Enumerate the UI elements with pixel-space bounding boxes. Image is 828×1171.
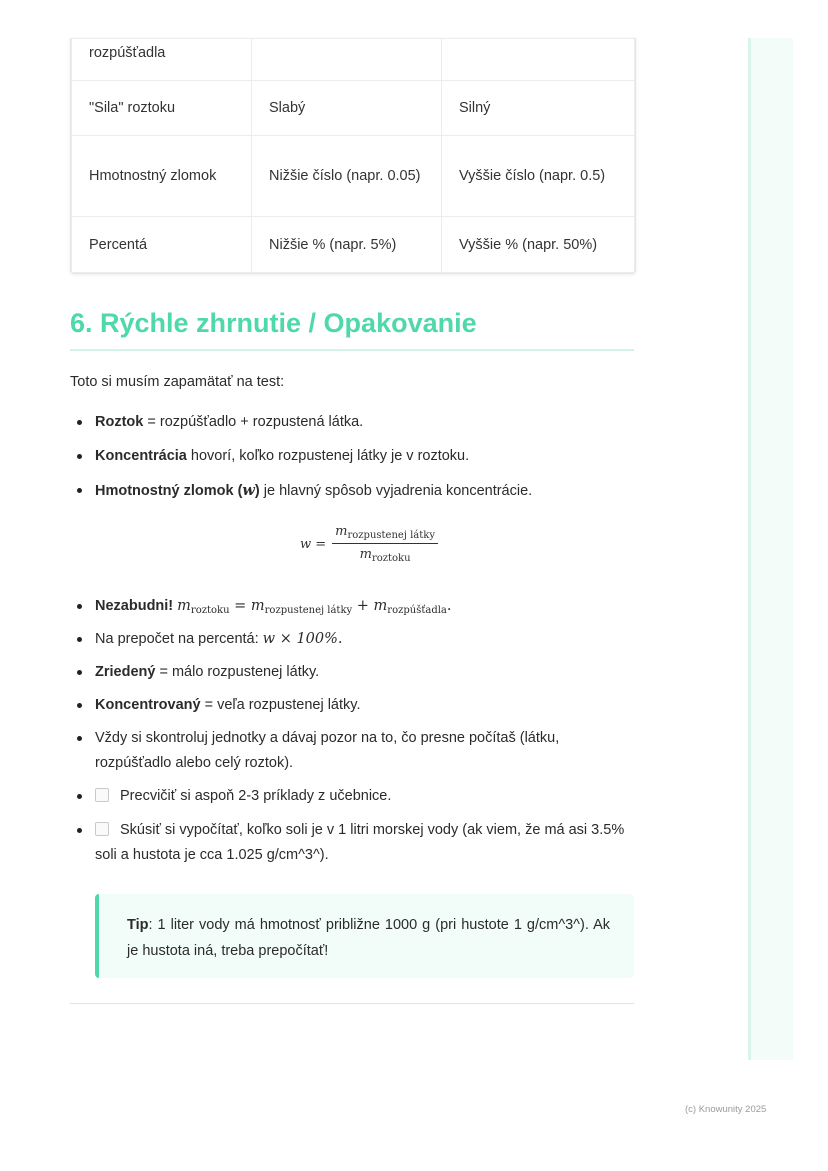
term-bold: Roztok bbox=[95, 414, 144, 430]
todo-item bbox=[70, 784, 636, 818]
item-text: = rozpúšťadlo + rozpustená látka. bbox=[143, 414, 364, 430]
list-item bbox=[70, 410, 636, 444]
tip-text: : 1 liter vody má hmotnosť približne 1000 g (pri hustote 1 g/cm^3^). Ak je hustota iná, treba prepočítať! bbox=[127, 917, 610, 959]
formula-denominator bbox=[360, 544, 411, 564]
math-expression: w × 100%. bbox=[262, 631, 343, 647]
summary-list bbox=[70, 410, 636, 870]
formula-numerator bbox=[332, 524, 438, 544]
table-cell: Silný bbox=[442, 81, 635, 136]
item-text: Precvičiť si aspoň 2-3 príklady z učebnice. bbox=[120, 788, 392, 804]
task-checkbox[interactable] bbox=[95, 788, 109, 802]
table-cell: Vyššie číslo (napr. 0.5) bbox=[442, 136, 635, 217]
item-text: Vždy si skontroluj jednotky a dávaj pozor na to, čo presne počítaš (látku, rozpúšťadlo alebo celý roztok). bbox=[95, 730, 560, 771]
intro-text: Toto si musím zapamätať na test: bbox=[70, 374, 285, 390]
list-item bbox=[70, 693, 636, 726]
table-cell: "Sila" roztoku bbox=[72, 81, 252, 136]
tip-callout bbox=[95, 894, 634, 978]
math-subscript: rozpúšťadla bbox=[387, 605, 447, 616]
math-period: . bbox=[446, 598, 452, 614]
list-item bbox=[70, 726, 636, 784]
table-cell: Vyššie % (napr. 50%) bbox=[442, 217, 635, 273]
item-text: Na prepočet na percentá: bbox=[95, 631, 263, 647]
table-cell: rozpúšťadla bbox=[72, 39, 252, 81]
table-row bbox=[72, 39, 635, 81]
todo-item bbox=[70, 818, 636, 870]
table-cell: Nižšie % (napr. 5%) bbox=[252, 217, 442, 273]
math-m: m bbox=[373, 598, 388, 614]
item-text: Skúsiť si vypočítať, koľko soli je v 1 litri morskej vody (ak viem, že má asi 3.5% soli a hustota je cca 1.025 g/cm^3^). bbox=[95, 822, 625, 863]
list-item bbox=[70, 594, 636, 627]
item-text: hovorí, koľko rozpustenej látky je v roztoku. bbox=[186, 448, 470, 464]
table-cell bbox=[442, 39, 635, 81]
list-item bbox=[70, 660, 636, 693]
math-subscript: rozpustenej látky bbox=[347, 530, 435, 541]
math-m: m bbox=[177, 598, 191, 614]
page-side-strip bbox=[748, 38, 793, 1060]
term-bold: Hmotnostný zlomok ( bbox=[95, 483, 243, 499]
math-subscript: rozpustenej látky bbox=[264, 605, 353, 616]
term-bold: Zriedený bbox=[95, 664, 156, 680]
table-cell: Slabý bbox=[252, 81, 442, 136]
math-variable: w bbox=[242, 482, 255, 499]
math-m: m bbox=[250, 598, 265, 614]
table-cell: Hmotnostný zlomok bbox=[72, 136, 252, 217]
math-m: m bbox=[359, 547, 372, 562]
table-cell: Nižšie číslo (napr. 0.05) bbox=[252, 136, 442, 217]
list-item bbox=[70, 627, 636, 660]
math-expression bbox=[177, 598, 451, 614]
mass-fraction-formula bbox=[70, 512, 636, 594]
table-cell bbox=[252, 39, 442, 81]
term-bold: Koncentrovaný bbox=[95, 697, 201, 713]
math-operator: + bbox=[352, 598, 374, 614]
item-text: je hlavný spôsob vyjadrenia koncentrácie. bbox=[259, 483, 533, 499]
table-cell: Percentá bbox=[72, 217, 252, 273]
tip-label: Tip bbox=[127, 917, 149, 933]
list-item bbox=[70, 478, 636, 512]
table-row bbox=[72, 81, 635, 136]
math-m: m bbox=[335, 524, 348, 539]
item-text: = veľa rozpustenej látky. bbox=[200, 697, 361, 713]
copyright-footer: (c) Knowunity 2025 bbox=[685, 1104, 767, 1115]
table-row bbox=[72, 217, 635, 273]
formula-lhs: w = bbox=[300, 536, 327, 552]
table-row bbox=[72, 136, 635, 217]
term-bold: Koncentrácia bbox=[95, 448, 187, 464]
term-bold-end: ) bbox=[254, 483, 260, 499]
list-item bbox=[70, 444, 636, 478]
section-heading: 6. Rýchle zhrnutie / Opakovanie bbox=[70, 303, 634, 351]
math-operator: = bbox=[229, 598, 251, 614]
task-checkbox[interactable] bbox=[95, 822, 109, 836]
divider bbox=[70, 1003, 634, 1004]
math-subscript: roztoku bbox=[371, 553, 411, 564]
math-subscript: roztoku bbox=[190, 605, 230, 616]
item-text: = málo rozpustenej látky. bbox=[155, 664, 320, 680]
comparison-table bbox=[70, 38, 636, 274]
term-bold: Nezabudni! bbox=[95, 598, 174, 614]
